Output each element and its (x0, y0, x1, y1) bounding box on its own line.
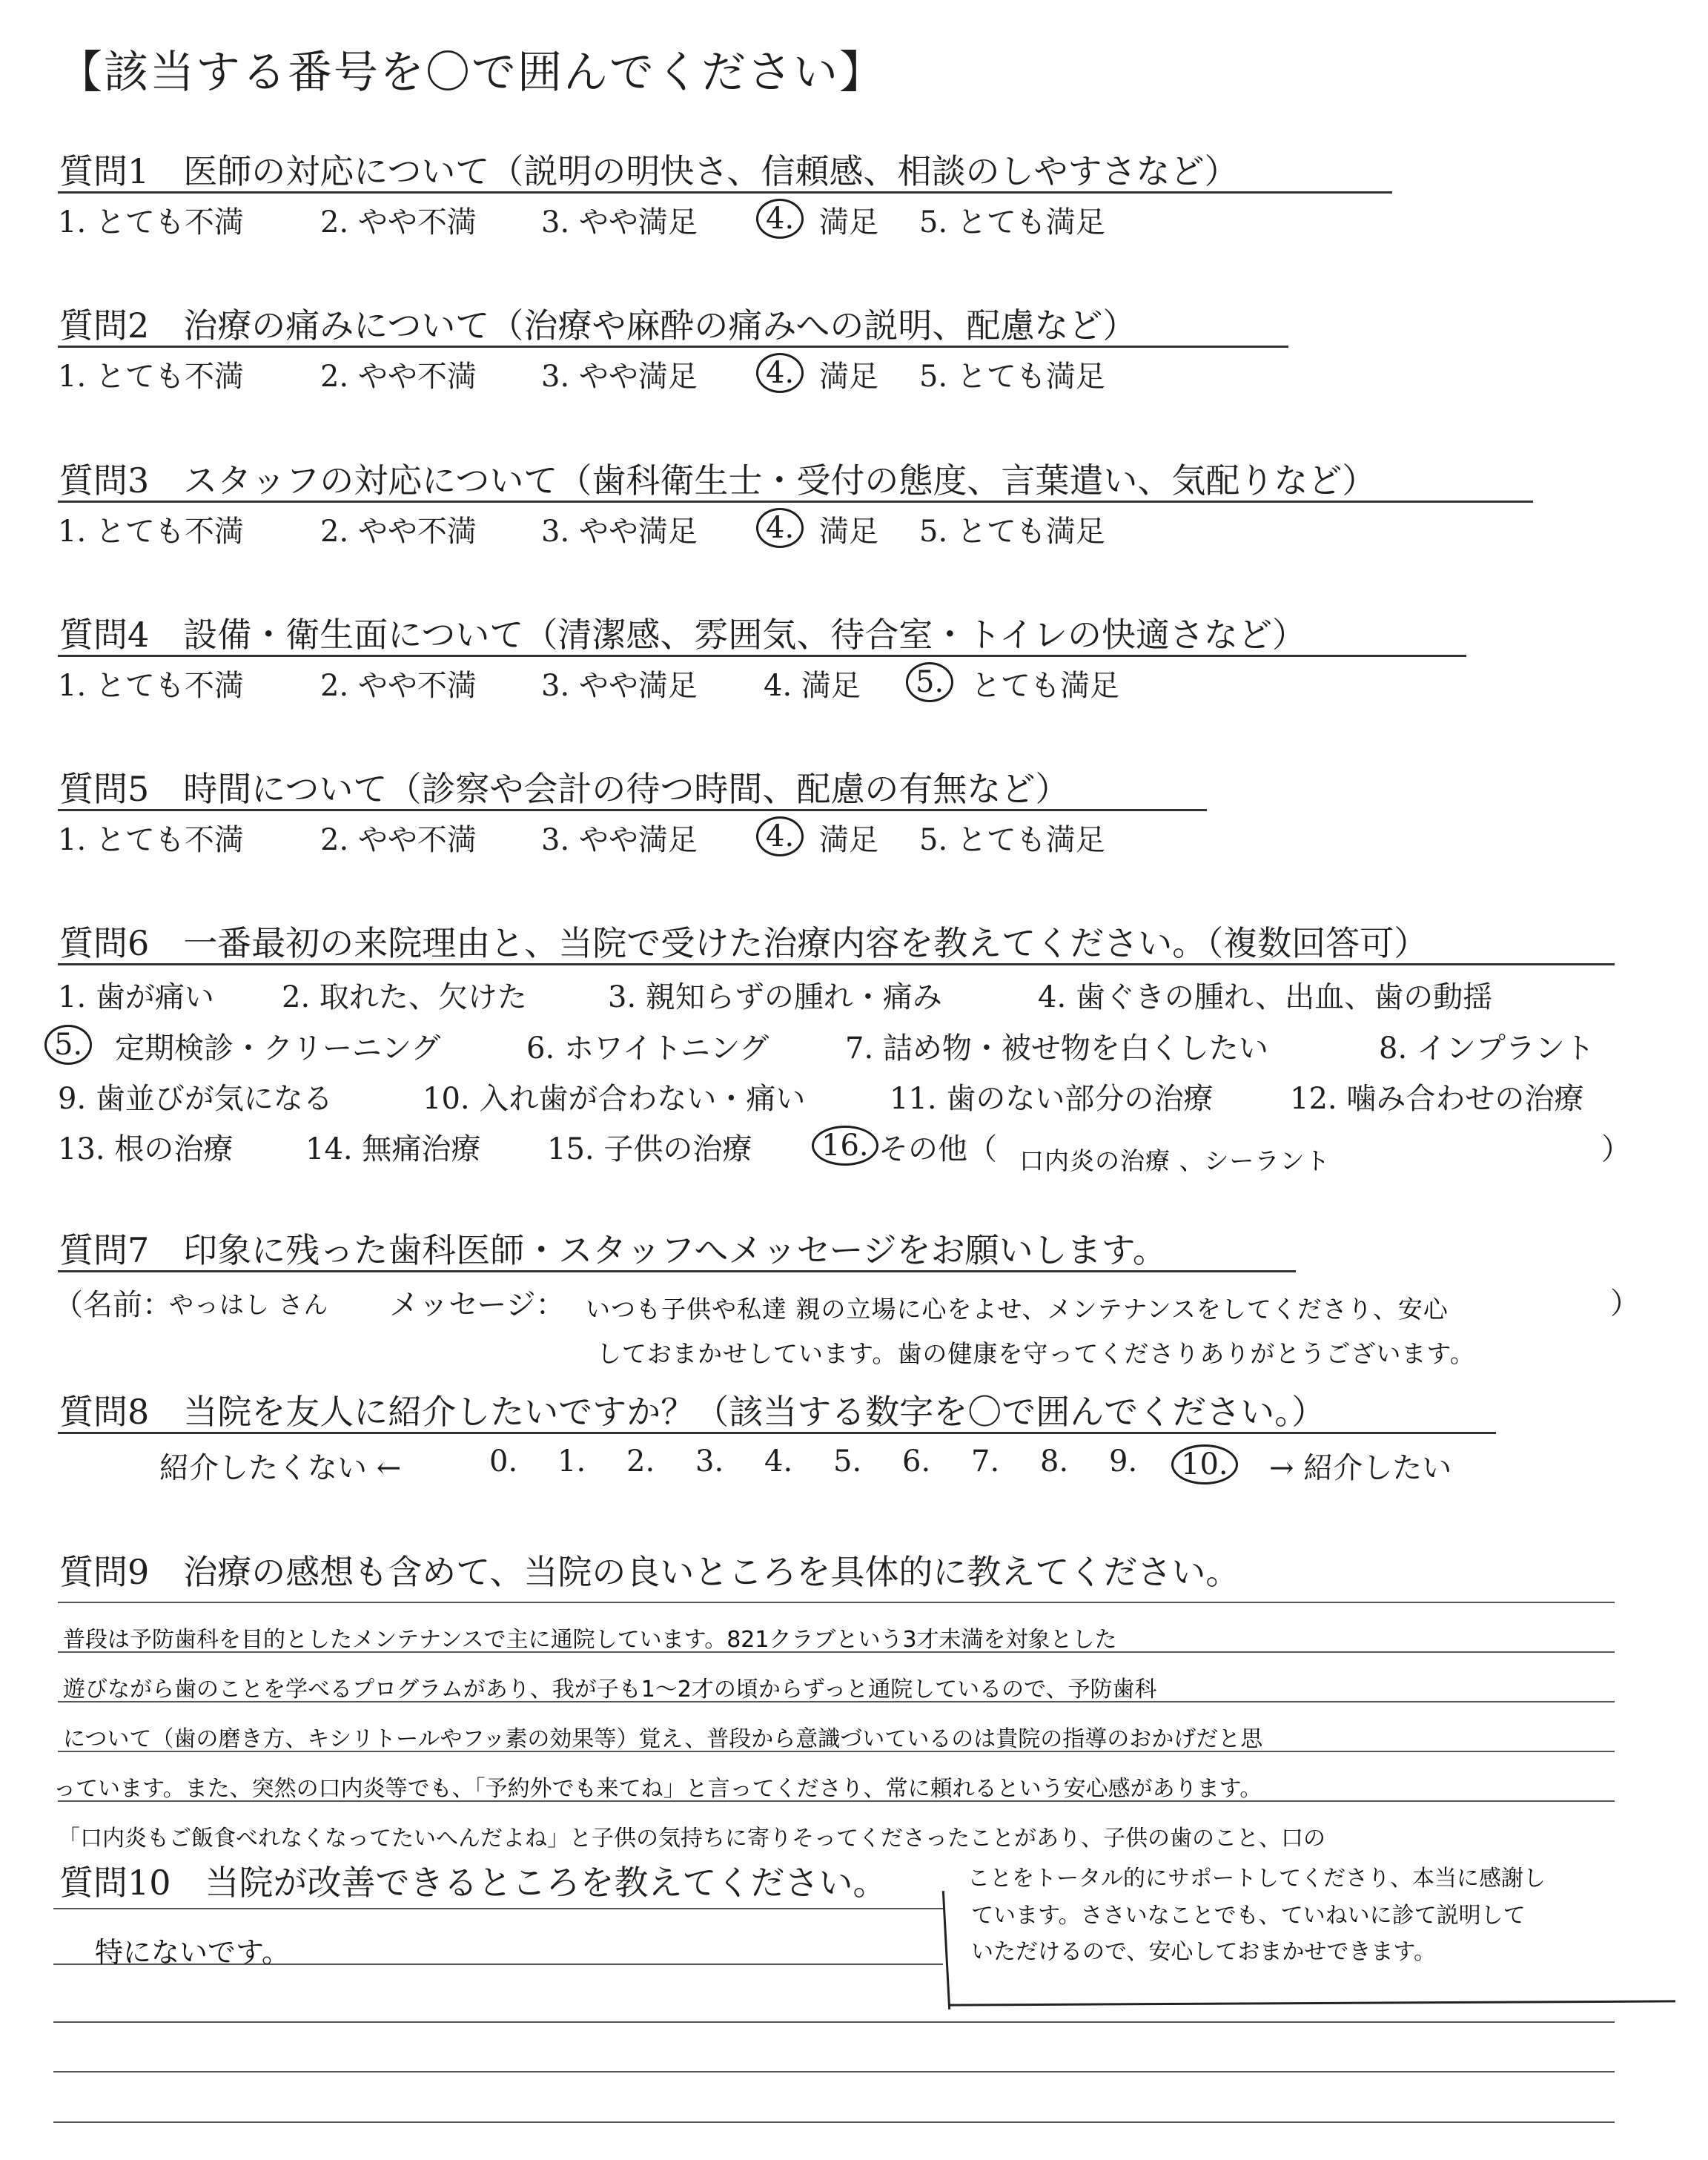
q6-option-16-circled[interactable]: 16. (812, 1126, 878, 1166)
q5-option-2[interactable]: 2. やや不満 (320, 823, 477, 857)
q5-option-4-circled[interactable]: 4. (756, 816, 804, 856)
q8-left-label: 紹介したくない ← (159, 1451, 402, 1485)
question-5-underline (58, 809, 1207, 811)
q6-option-6[interactable]: 6. ホワイトニング (526, 1031, 769, 1066)
q9-answer-line-0 (58, 1602, 1615, 1603)
q4-option-1[interactable]: 1. とても不満 (58, 669, 244, 703)
q3-option-3[interactable]: 3. やや満足 (541, 515, 698, 549)
q6-option-5-label: 定期検診・クリーニング (115, 1031, 441, 1066)
question-8-title: 質問8 当院を友人に紹介したいですか？（該当する数字を〇で囲んでください。） (59, 1392, 1326, 1432)
q6-other-answer[interactable]: 口内炎の治療 、シーラント (1019, 1146, 1331, 1175)
q7-message-line-2[interactable]: しておまかせしています。歯の健康を守ってくださりありがとうございます。 (597, 1339, 1475, 1368)
question-4-underline (58, 655, 1466, 657)
q8-option-6[interactable]: 6. (902, 1444, 931, 1479)
q10-answer-line-2 (53, 2021, 1615, 2023)
q8-option-9[interactable]: 9. (1109, 1444, 1138, 1479)
question-6-underline (58, 963, 1615, 965)
q6-option-5-circled[interactable]: 5. (44, 1025, 92, 1065)
q5-option-3[interactable]: 3. やや満足 (541, 823, 698, 857)
q6-option-2[interactable]: 2. 取れた、欠けた (282, 980, 527, 1014)
q8-option-1[interactable]: 1. (557, 1444, 586, 1479)
question-2-underline (58, 346, 1288, 348)
q9-answer-text-5[interactable]: 「口内炎もご飯食べれなくなってたいへんだよね」と子供の気持ちに寄りそってくださったことがあり、子供の歯のこと、口の (58, 1826, 1325, 1852)
q2-option-5[interactable]: 5. とても満足 (919, 360, 1105, 394)
q4-option-2[interactable]: 2. やや不満 (320, 669, 477, 703)
q5-option-4-label: 満足 (819, 823, 878, 857)
q10-answer-line-4 (53, 2121, 1615, 2123)
q6-option-1[interactable]: 1. 歯が痛い (58, 980, 214, 1014)
q3-option-4-label: 満足 (819, 515, 878, 549)
q8-right-label: → 紹介したい (1269, 1451, 1452, 1485)
question-5-title: 質問5 時間について（診察や会計の待つ時間、配慮の有無など） (59, 769, 1070, 809)
q8-option-0[interactable]: 0. (489, 1444, 518, 1479)
q9-answer-text-1[interactable]: 普段は予防歯科を目的としたメンテナンスで主に通院しています。821クラブという3才未満を対象とした (63, 1627, 1117, 1653)
q2-option-4-label: 満足 (819, 360, 878, 394)
q7-message-line-1[interactable]: いつも子供や私達 親の立場に心をよせ、メンテナンスをしてくださり、安心 (586, 1295, 1449, 1324)
question-7-title: 質問7 印象に残った歯科医師・スタッフへメッセージをお願いします。 (59, 1230, 1167, 1270)
q9-handdrawn-bracket-vertical (942, 1891, 950, 2009)
q6-option-7[interactable]: 7. 詰め物・被せ物を白くしたい (845, 1031, 1268, 1066)
question-3-underline (58, 501, 1533, 503)
question-3-scale (0, 508, 1708, 552)
q8-option-2[interactable]: 2. (626, 1444, 655, 1479)
q3-option-2[interactable]: 2. やや不満 (320, 515, 477, 549)
q4-option-5-label: とても満足 (971, 669, 1119, 703)
q6-option-13[interactable]: 13. 根の治療 (58, 1132, 234, 1166)
question-3-title: 質問3 スタッフの対応について（歯科衛生士・受付の態度、言葉遣い、気配りなど） (59, 460, 1377, 501)
question-1-title: 質問1 医師の対応について（説明の明快さ、信頼感、相談のしやすさなど） (59, 151, 1239, 191)
q4-option-3[interactable]: 3. やや満足 (541, 669, 698, 703)
q8-option-10-circled[interactable]: 10. (1171, 1444, 1238, 1484)
question-4-title: 質問4 設備・衛生面について（清潔感、雰囲気、待合室・トイレの快適さなど） (59, 615, 1307, 655)
q6-option-14[interactable]: 14. 無痛治療 (305, 1132, 481, 1166)
q6-option-10[interactable]: 10. 入れ歯が合わない・痛い (423, 1082, 806, 1116)
q7-close-paren: ） (1610, 1287, 1640, 1321)
q7-name-value[interactable]: やっはし さん (169, 1290, 329, 1319)
q9-answer-text-3[interactable]: について（歯の磨き方、キシリトールやフッ素の効果等）覚え、普段から意識づいているのは貴院の指導のおかげだと思 (63, 1726, 1263, 1752)
q9-answer-text-4[interactable]: っています。また、突然の口内炎等でも、「予約外でも来てね」と言ってくださり、常に頼れるという安心感があります。 (53, 1776, 1262, 1802)
q9-answer-text-6[interactable]: ことをトータル的にサポートしてくださり、本当に感謝し (967, 1866, 1546, 1892)
q6-option-8[interactable]: 8. インプラント (1379, 1031, 1595, 1066)
q1-option-5[interactable]: 5. とても満足 (919, 205, 1105, 240)
q10-answer-line-0 (53, 1908, 943, 1909)
q6-option-15[interactable]: 15. 子供の治療 (547, 1132, 752, 1166)
q1-option-1[interactable]: 1. とても不満 (58, 205, 244, 240)
question-9-title: 質問9 治療の感想も含めて、当院の良いところを具体的に教えてください。 (59, 1552, 1240, 1592)
question-1-scale (0, 199, 1708, 243)
q6-option-11[interactable]: 11. 歯のない部分の治療 (890, 1082, 1214, 1116)
q6-option-3[interactable]: 3. 親知らずの腫れ・痛み (608, 980, 942, 1014)
q7-message-label: メッセージ： (389, 1288, 566, 1322)
q1-option-3[interactable]: 3. やや満足 (541, 205, 698, 240)
q6-option-16-label: その他（ (878, 1132, 997, 1166)
q8-scale (0, 1444, 1708, 1489)
question-5-scale (0, 816, 1708, 861)
q9-answer-text-2[interactable]: 遊びながら歯のことを学べるプログラムがあり、我が子も1～2才の頃からずっと通院しているので、予防歯科 (63, 1677, 1157, 1702)
q6-other-close-paren: ） (1601, 1132, 1631, 1166)
q4-option-4[interactable]: 4. 満足 (764, 669, 861, 703)
q2-option-3[interactable]: 3. やや満足 (541, 360, 698, 394)
q6-option-4[interactable]: 4. 歯ぐきの腫れ、出血、歯の動揺 (1038, 980, 1493, 1014)
q5-option-1[interactable]: 1. とても不満 (58, 823, 244, 857)
q8-option-3[interactable]: 3. (695, 1444, 724, 1479)
q10-answer-text[interactable]: 特にないです。 (95, 1936, 290, 1969)
q8-option-5[interactable]: 5. (833, 1444, 862, 1479)
q7-name-label: （名前： (53, 1288, 172, 1322)
q2-option-1[interactable]: 1. とても不満 (58, 360, 244, 394)
q8-option-7[interactable]: 7. (971, 1444, 1000, 1479)
q6-option-12[interactable]: 12. 噛み合わせの治療 (1290, 1082, 1584, 1116)
question-2-title: 質問2 治療の痛みについて（治療や麻酔の痛みへの説明、配慮など） (59, 305, 1137, 346)
question-10-title: 質問10 当院が改善できるところを教えてください。 (59, 1863, 887, 1903)
q8-option-4[interactable]: 4. (764, 1444, 793, 1479)
q9-answer-text-7[interactable]: ています。ささいなことでも、ていねいに診て説明して (971, 1903, 1526, 1929)
question-6-title: 質問6 一番最初の来院理由と、当院で受けた治療内容を教えてください。（複数回答可） (59, 923, 1429, 963)
question-2-scale (0, 353, 1708, 397)
question-7-underline (58, 1270, 1296, 1272)
instructions-header: 【該当する番号を〇で囲んでください】 (58, 47, 885, 99)
q9-answer-text-8[interactable]: いただけるので、安心しておまかせできます。 (971, 1939, 1436, 1965)
q1-option-4-circled[interactable]: 4. (756, 199, 804, 239)
question-1-underline (58, 191, 1392, 194)
q2-option-2[interactable]: 2. やや不満 (320, 360, 477, 394)
q1-option-4-label: 満足 (819, 205, 878, 240)
q4-option-5-circled[interactable]: 5. (906, 662, 953, 702)
q3-option-4-circled[interactable]: 4. (756, 508, 804, 548)
q1-option-2[interactable]: 2. やや不満 (320, 205, 477, 240)
q6-option-9[interactable]: 9. 歯並びが気になる (58, 1082, 333, 1116)
q10-answer-line-3 (53, 2071, 1615, 2073)
q8-option-8[interactable]: 8. (1040, 1444, 1069, 1479)
q2-option-4-circled[interactable]: 4. (756, 353, 804, 393)
question-4-scale (0, 662, 1708, 707)
q3-option-5[interactable]: 5. とても満足 (919, 515, 1105, 549)
q9-handdrawn-bracket-bottom (949, 2000, 1675, 2006)
q5-option-5[interactable]: 5. とても満足 (919, 823, 1105, 857)
q3-option-1[interactable]: 1. とても不満 (58, 515, 244, 549)
question-8-underline (58, 1432, 1496, 1434)
